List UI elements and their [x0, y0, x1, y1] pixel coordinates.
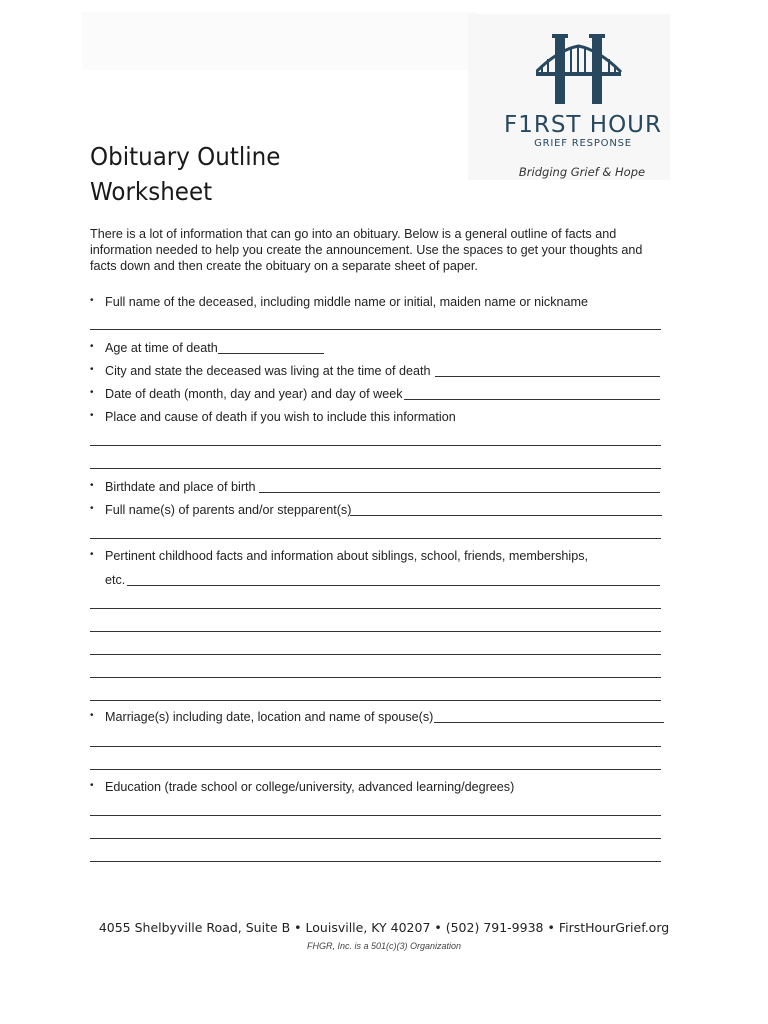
answer-line[interactable]	[90, 838, 661, 839]
bullet: •	[90, 410, 94, 421]
answer-line[interactable]	[90, 631, 661, 632]
bullet: •	[90, 780, 94, 791]
answer-line[interactable]	[90, 677, 661, 678]
item-label: Age at time of death	[105, 341, 218, 355]
bullet: •	[90, 710, 94, 721]
bullet: •	[90, 341, 94, 352]
answer-line[interactable]	[127, 585, 660, 586]
answer-line[interactable]	[90, 746, 661, 747]
answer-line[interactable]	[90, 861, 661, 862]
item-label: Full name(s) of parents and/or stepparent(s)	[105, 503, 352, 517]
answer-line[interactable]	[90, 468, 661, 469]
answer-line[interactable]	[350, 515, 662, 516]
bullet: •	[90, 295, 94, 306]
bridge-h-logo-icon	[536, 34, 626, 106]
answer-line[interactable]	[259, 492, 660, 493]
answer-line[interactable]	[90, 769, 661, 770]
item-label: City and state the deceased was living at the time of death	[105, 364, 431, 378]
item-label: Date of death (month, day and year) and day of week	[105, 387, 403, 401]
bullet: •	[90, 364, 94, 375]
answer-line[interactable]	[218, 353, 324, 354]
item-continuation: etc.	[105, 573, 126, 587]
answer-line[interactable]	[90, 815, 661, 816]
footer-address: 4055 Shelbyville Road, Suite B • Louisville, KY 40207 • (502) 791-9938 • FirstHourGrief.org	[98, 920, 670, 935]
item-label: Full name of the deceased, including middle name or initial, maiden name or nickname	[105, 295, 589, 309]
answer-line[interactable]	[90, 654, 661, 655]
answer-line[interactable]	[434, 722, 664, 723]
tagline: Bridging Grief & Hope	[518, 165, 646, 179]
footer-note: FHGR, Inc. is a 501(c)(3) Organization	[306, 941, 462, 951]
answer-line[interactable]	[90, 329, 661, 330]
intro-paragraph: There is a lot of information that can go into an obituary. Below is a general outline of facts and information needed to help you create the announcement. Use the spaces to get your thoughts and facts down and then create the obituary on a separate sheet of paper.	[90, 227, 643, 273]
header-background	[82, 12, 477, 70]
answer-line[interactable]	[90, 700, 661, 701]
brand-name: F1RST HOUR	[503, 112, 663, 138]
answer-line[interactable]	[90, 445, 661, 446]
answer-line[interactable]	[435, 376, 660, 377]
bullet: •	[90, 549, 94, 560]
item-label: Birthdate and place of birth	[105, 480, 256, 494]
item-label: Place and cause of death if you wish to include this information	[105, 410, 456, 424]
answer-line[interactable]	[90, 608, 661, 609]
item-label: Education (trade school or college/university, advanced learning/degrees)	[105, 780, 515, 794]
answer-line[interactable]	[404, 399, 660, 400]
item-label: Pertinent childhood facts and information about siblings, school, friends, memberships,	[105, 549, 589, 563]
bullet: •	[90, 503, 94, 514]
bullet: •	[90, 387, 94, 398]
item-label: Marriage(s) including date, location and name of spouse(s)	[105, 710, 434, 724]
bullet: •	[90, 480, 94, 491]
answer-line[interactable]	[90, 538, 661, 539]
page-title: Obituary Outline Worksheet	[90, 142, 281, 206]
brand-subtitle: GRIEF RESPONSE	[534, 138, 632, 149]
